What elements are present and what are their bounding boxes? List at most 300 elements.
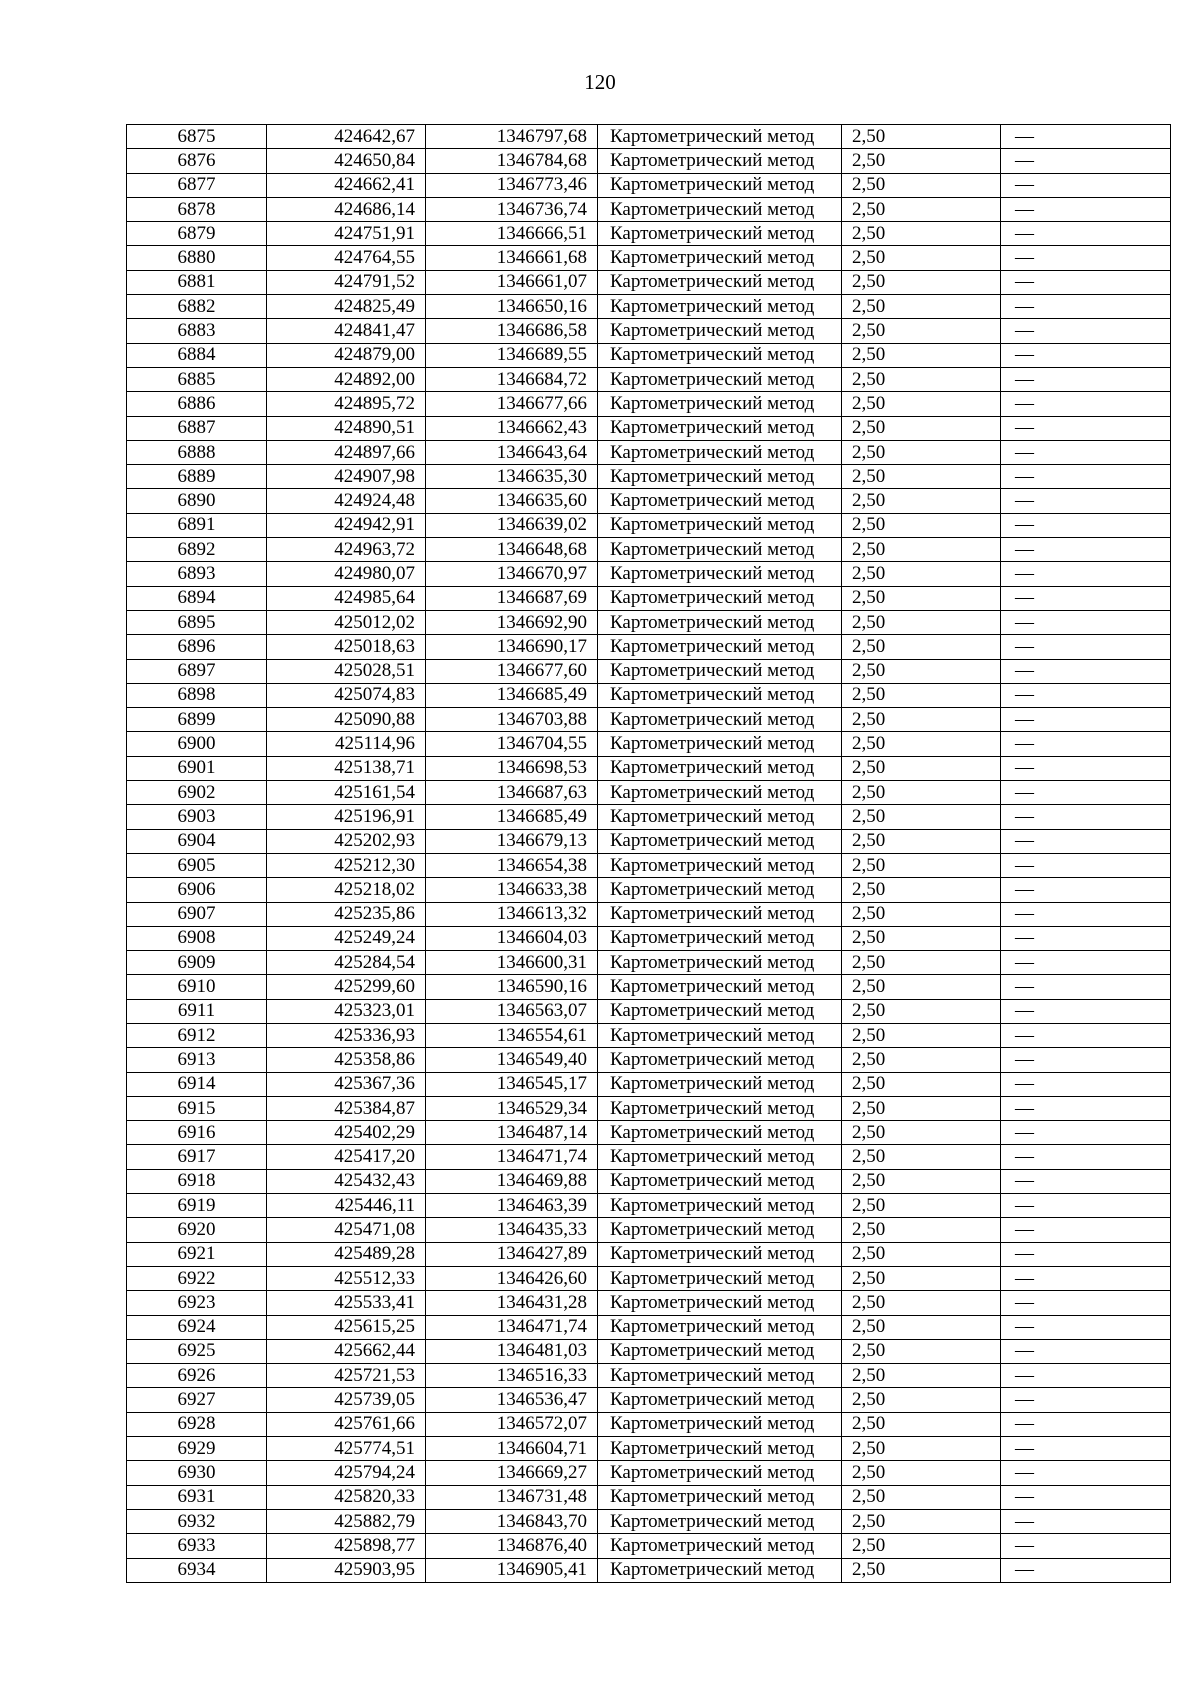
table-row: [127, 805, 1171, 829]
point-number-cell: 6898: [127, 683, 267, 707]
table-row: [127, 975, 1171, 999]
y-coordinate-cell: 1346679,13: [426, 829, 598, 853]
table-row: [127, 295, 1171, 319]
note-cell: —: [1001, 805, 1171, 829]
x-coordinate-cell: 424650,84: [267, 149, 426, 173]
point-number-cell: 6923: [127, 1291, 267, 1315]
y-coordinate-cell: 1346639,02: [426, 513, 598, 537]
y-coordinate-cell: 1346613,32: [426, 902, 598, 926]
accuracy-cell: 2,50: [842, 513, 1001, 537]
point-number-cell: 6918: [127, 1169, 267, 1193]
method-cell: Картометрический метод: [598, 683, 842, 707]
method-cell: Картометрический метод: [598, 1485, 842, 1509]
method-cell: Картометрический метод: [598, 538, 842, 562]
note-cell: —: [1001, 1534, 1171, 1558]
y-coordinate-cell: 1346677,60: [426, 659, 598, 683]
x-coordinate-cell: 425446,11: [267, 1194, 426, 1218]
note-cell: —: [1001, 1558, 1171, 1582]
y-coordinate-cell: 1346670,97: [426, 562, 598, 586]
x-coordinate-cell: 425739,05: [267, 1388, 426, 1412]
note-cell: —: [1001, 489, 1171, 513]
point-number-cell: 6884: [127, 343, 267, 367]
note-cell: —: [1001, 343, 1171, 367]
y-coordinate-cell: 1346643,64: [426, 440, 598, 464]
method-cell: Картометрический метод: [598, 125, 842, 149]
point-number-cell: 6915: [127, 1096, 267, 1120]
accuracy-cell: 2,50: [842, 1169, 1001, 1193]
point-number-cell: 6879: [127, 222, 267, 246]
method-cell: Картометрический метод: [598, 513, 842, 537]
accuracy-cell: 2,50: [842, 319, 1001, 343]
page-number: 120: [584, 70, 616, 94]
accuracy-cell: 2,50: [842, 173, 1001, 197]
x-coordinate-cell: 425114,96: [267, 732, 426, 756]
table-row: [127, 392, 1171, 416]
note-cell: —: [1001, 1072, 1171, 1096]
note-cell: —: [1001, 878, 1171, 902]
y-coordinate-cell: 1346686,58: [426, 319, 598, 343]
table-row: [127, 440, 1171, 464]
point-number-cell: 6911: [127, 999, 267, 1023]
note-cell: —: [1001, 781, 1171, 805]
table-row: [127, 1534, 1171, 1558]
method-cell: Картометрический метод: [598, 635, 842, 659]
x-coordinate-cell: 425367,36: [267, 1072, 426, 1096]
accuracy-cell: 2,50: [842, 270, 1001, 294]
point-number-cell: 6893: [127, 562, 267, 586]
table-row: [127, 781, 1171, 805]
note-cell: —: [1001, 951, 1171, 975]
accuracy-cell: 2,50: [842, 586, 1001, 610]
point-number-cell: 6892: [127, 538, 267, 562]
y-coordinate-cell: 1346654,38: [426, 853, 598, 877]
note-cell: —: [1001, 1145, 1171, 1169]
method-cell: Картометрический метод: [598, 1096, 842, 1120]
y-coordinate-cell: 1346661,07: [426, 270, 598, 294]
table-row: [127, 1218, 1171, 1242]
y-coordinate-cell: 1346650,16: [426, 295, 598, 319]
x-coordinate-cell: 424825,49: [267, 295, 426, 319]
y-coordinate-cell: 1346690,17: [426, 635, 598, 659]
table-row: [127, 343, 1171, 367]
accuracy-cell: 2,50: [842, 1048, 1001, 1072]
table-row: [127, 222, 1171, 246]
note-cell: —: [1001, 1291, 1171, 1315]
table-row: [127, 1437, 1171, 1461]
coordinates-table: [126, 124, 1171, 1583]
x-coordinate-cell: 424892,00: [267, 367, 426, 391]
note-cell: —: [1001, 319, 1171, 343]
accuracy-cell: 2,50: [842, 1437, 1001, 1461]
method-cell: Картометрический метод: [598, 1534, 842, 1558]
method-cell: Картометрический метод: [598, 756, 842, 780]
x-coordinate-cell: 425018,63: [267, 635, 426, 659]
x-coordinate-cell: 425028,51: [267, 659, 426, 683]
x-coordinate-cell: 424662,41: [267, 173, 426, 197]
note-cell: —: [1001, 926, 1171, 950]
x-coordinate-cell: 425662,44: [267, 1339, 426, 1363]
y-coordinate-cell: 1346590,16: [426, 975, 598, 999]
accuracy-cell: 2,50: [842, 805, 1001, 829]
accuracy-cell: 2,50: [842, 1266, 1001, 1290]
point-number-cell: 6910: [127, 975, 267, 999]
point-number-cell: 6922: [127, 1266, 267, 1290]
method-cell: Картометрический метод: [598, 586, 842, 610]
x-coordinate-cell: 424963,72: [267, 538, 426, 562]
method-cell: Картометрический метод: [598, 246, 842, 270]
table-row: [127, 659, 1171, 683]
note-cell: —: [1001, 1242, 1171, 1266]
method-cell: Картометрический метод: [598, 1315, 842, 1339]
point-number-cell: 6930: [127, 1461, 267, 1485]
note-cell: —: [1001, 295, 1171, 319]
table-row: [127, 1072, 1171, 1096]
accuracy-cell: 2,50: [842, 1364, 1001, 1388]
accuracy-cell: 2,50: [842, 659, 1001, 683]
point-number-cell: 6927: [127, 1388, 267, 1412]
x-coordinate-cell: 425284,54: [267, 951, 426, 975]
accuracy-cell: 2,50: [842, 562, 1001, 586]
accuracy-cell: 2,50: [842, 1218, 1001, 1242]
y-coordinate-cell: 1346469,88: [426, 1169, 598, 1193]
accuracy-cell: 2,50: [842, 1534, 1001, 1558]
table-row: [127, 1412, 1171, 1436]
accuracy-cell: 2,50: [842, 853, 1001, 877]
table-row: [127, 246, 1171, 270]
y-coordinate-cell: 1346633,38: [426, 878, 598, 902]
method-cell: Картометрический метод: [598, 1339, 842, 1363]
method-cell: Картометрический метод: [598, 951, 842, 975]
x-coordinate-cell: 425882,79: [267, 1509, 426, 1533]
point-number-cell: 6920: [127, 1218, 267, 1242]
point-number-cell: 6906: [127, 878, 267, 902]
point-number-cell: 6899: [127, 708, 267, 732]
y-coordinate-cell: 1346797,68: [426, 125, 598, 149]
note-cell: —: [1001, 732, 1171, 756]
accuracy-cell: 2,50: [842, 489, 1001, 513]
accuracy-cell: 2,50: [842, 246, 1001, 270]
point-number-cell: 6875: [127, 125, 267, 149]
y-coordinate-cell: 1346704,55: [426, 732, 598, 756]
table-row: [127, 538, 1171, 562]
table-row: [127, 708, 1171, 732]
x-coordinate-cell: 425471,08: [267, 1218, 426, 1242]
method-cell: Картометрический метод: [598, 1291, 842, 1315]
x-coordinate-cell: 425235,86: [267, 902, 426, 926]
table-row: [127, 1242, 1171, 1266]
x-coordinate-cell: 425721,53: [267, 1364, 426, 1388]
point-number-cell: 6928: [127, 1412, 267, 1436]
y-coordinate-cell: 1346563,07: [426, 999, 598, 1023]
point-number-cell: 6894: [127, 586, 267, 610]
y-coordinate-cell: 1346435,33: [426, 1218, 598, 1242]
table-row: [127, 732, 1171, 756]
method-cell: Картометрический метод: [598, 1218, 842, 1242]
method-cell: Картометрический метод: [598, 562, 842, 586]
note-cell: —: [1001, 367, 1171, 391]
point-number-cell: 6886: [127, 392, 267, 416]
y-coordinate-cell: 1346635,60: [426, 489, 598, 513]
accuracy-cell: 2,50: [842, 440, 1001, 464]
point-number-cell: 6901: [127, 756, 267, 780]
method-cell: Картометрический метод: [598, 659, 842, 683]
y-coordinate-cell: 1346471,74: [426, 1315, 598, 1339]
x-coordinate-cell: 425417,20: [267, 1145, 426, 1169]
y-coordinate-cell: 1346773,46: [426, 173, 598, 197]
table-row: [127, 319, 1171, 343]
method-cell: Картометрический метод: [598, 465, 842, 489]
method-cell: Картометрический метод: [598, 1412, 842, 1436]
method-cell: Картометрический метод: [598, 999, 842, 1023]
table-row: [127, 367, 1171, 391]
point-number-cell: 6907: [127, 902, 267, 926]
method-cell: Картометрический метод: [598, 805, 842, 829]
table-row: [127, 1169, 1171, 1193]
y-coordinate-cell: 1346843,70: [426, 1509, 598, 1533]
y-coordinate-cell: 1346648,68: [426, 538, 598, 562]
y-coordinate-cell: 1346689,55: [426, 343, 598, 367]
table-row: [127, 416, 1171, 440]
method-cell: Картометрический метод: [598, 1145, 842, 1169]
y-coordinate-cell: 1346554,61: [426, 1023, 598, 1047]
accuracy-cell: 2,50: [842, 367, 1001, 391]
accuracy-cell: 2,50: [842, 999, 1001, 1023]
table-row: [127, 829, 1171, 853]
point-number-cell: 6891: [127, 513, 267, 537]
note-cell: —: [1001, 1096, 1171, 1120]
x-coordinate-cell: 425761,66: [267, 1412, 426, 1436]
x-coordinate-cell: 425299,60: [267, 975, 426, 999]
y-coordinate-cell: 1346687,69: [426, 586, 598, 610]
table-row: [127, 1315, 1171, 1339]
y-coordinate-cell: 1346684,72: [426, 367, 598, 391]
method-cell: Картометрический метод: [598, 732, 842, 756]
x-coordinate-cell: 425161,54: [267, 781, 426, 805]
method-cell: Картометрический метод: [598, 222, 842, 246]
accuracy-cell: 2,50: [842, 1072, 1001, 1096]
method-cell: Картометрический метод: [598, 173, 842, 197]
note-cell: —: [1001, 513, 1171, 537]
y-coordinate-cell: 1346661,68: [426, 246, 598, 270]
x-coordinate-cell: 424924,48: [267, 489, 426, 513]
accuracy-cell: 2,50: [842, 1558, 1001, 1582]
note-cell: —: [1001, 1412, 1171, 1436]
accuracy-cell: 2,50: [842, 951, 1001, 975]
method-cell: Картометрический метод: [598, 392, 842, 416]
note-cell: —: [1001, 392, 1171, 416]
accuracy-cell: 2,50: [842, 926, 1001, 950]
method-cell: Картометрический метод: [598, 149, 842, 173]
method-cell: Картометрический метод: [598, 1242, 842, 1266]
note-cell: —: [1001, 270, 1171, 294]
y-coordinate-cell: 1346600,31: [426, 951, 598, 975]
accuracy-cell: 2,50: [842, 708, 1001, 732]
point-number-cell: 6896: [127, 635, 267, 659]
point-number-cell: 6905: [127, 853, 267, 877]
x-coordinate-cell: 425218,02: [267, 878, 426, 902]
table-row: [127, 756, 1171, 780]
x-coordinate-cell: 425138,71: [267, 756, 426, 780]
method-cell: Картометрический метод: [598, 975, 842, 999]
table-row: [127, 951, 1171, 975]
point-number-cell: 6889: [127, 465, 267, 489]
x-coordinate-cell: 424942,91: [267, 513, 426, 537]
method-cell: Картометрический метод: [598, 295, 842, 319]
table-row: [127, 1461, 1171, 1485]
point-number-cell: 6909: [127, 951, 267, 975]
accuracy-cell: 2,50: [842, 222, 1001, 246]
method-cell: Картометрический метод: [598, 1364, 842, 1388]
table-row: [127, 1048, 1171, 1072]
method-cell: Картометрический метод: [598, 319, 842, 343]
note-cell: —: [1001, 1169, 1171, 1193]
x-coordinate-cell: 425212,30: [267, 853, 426, 877]
point-number-cell: 6925: [127, 1339, 267, 1363]
y-coordinate-cell: 1346784,68: [426, 149, 598, 173]
point-number-cell: 6912: [127, 1023, 267, 1047]
accuracy-cell: 2,50: [842, 829, 1001, 853]
note-cell: —: [1001, 1048, 1171, 1072]
point-number-cell: 6914: [127, 1072, 267, 1096]
note-cell: —: [1001, 683, 1171, 707]
x-coordinate-cell: 424890,51: [267, 416, 426, 440]
table-row: [127, 125, 1171, 149]
x-coordinate-cell: 425794,24: [267, 1461, 426, 1485]
x-coordinate-cell: 425402,29: [267, 1121, 426, 1145]
note-cell: —: [1001, 902, 1171, 926]
x-coordinate-cell: 424897,66: [267, 440, 426, 464]
accuracy-cell: 2,50: [842, 878, 1001, 902]
table-row: [127, 926, 1171, 950]
y-coordinate-cell: 1346669,27: [426, 1461, 598, 1485]
x-coordinate-cell: 424907,98: [267, 465, 426, 489]
point-number-cell: 6933: [127, 1534, 267, 1558]
table-row: [127, 635, 1171, 659]
accuracy-cell: 2,50: [842, 1339, 1001, 1363]
accuracy-cell: 2,50: [842, 1412, 1001, 1436]
x-coordinate-cell: 425323,01: [267, 999, 426, 1023]
x-coordinate-cell: 425202,93: [267, 829, 426, 853]
note-cell: —: [1001, 1315, 1171, 1339]
accuracy-cell: 2,50: [842, 1194, 1001, 1218]
table-row: [127, 1145, 1171, 1169]
point-number-cell: 6902: [127, 781, 267, 805]
point-number-cell: 6888: [127, 440, 267, 464]
method-cell: Картометрический метод: [598, 1023, 842, 1047]
table-row: [127, 1339, 1171, 1363]
point-number-cell: 6903: [127, 805, 267, 829]
method-cell: Картометрический метод: [598, 489, 842, 513]
note-cell: —: [1001, 149, 1171, 173]
x-coordinate-cell: 425432,43: [267, 1169, 426, 1193]
method-cell: Картометрический метод: [598, 1169, 842, 1193]
accuracy-cell: 2,50: [842, 125, 1001, 149]
x-coordinate-cell: 425533,41: [267, 1291, 426, 1315]
x-coordinate-cell: 425196,91: [267, 805, 426, 829]
y-coordinate-cell: 1346736,74: [426, 197, 598, 221]
x-coordinate-cell: 424764,55: [267, 246, 426, 270]
method-cell: Картометрический метод: [598, 1388, 842, 1412]
y-coordinate-cell: 1346703,88: [426, 708, 598, 732]
table-row: [127, 270, 1171, 294]
y-coordinate-cell: 1346427,89: [426, 1242, 598, 1266]
x-coordinate-cell: 424686,14: [267, 197, 426, 221]
note-cell: —: [1001, 708, 1171, 732]
x-coordinate-cell: 425012,02: [267, 610, 426, 634]
y-coordinate-cell: 1346698,53: [426, 756, 598, 780]
x-coordinate-cell: 425074,83: [267, 683, 426, 707]
point-number-cell: 6921: [127, 1242, 267, 1266]
note-cell: —: [1001, 1485, 1171, 1509]
accuracy-cell: 2,50: [842, 975, 1001, 999]
accuracy-cell: 2,50: [842, 683, 1001, 707]
y-coordinate-cell: 1346549,40: [426, 1048, 598, 1072]
y-coordinate-cell: 1346426,60: [426, 1266, 598, 1290]
method-cell: Картометрический метод: [598, 853, 842, 877]
table-row: [127, 489, 1171, 513]
note-cell: —: [1001, 586, 1171, 610]
table-row: [127, 1266, 1171, 1290]
y-coordinate-cell: 1346662,43: [426, 416, 598, 440]
table-row: [127, 1194, 1171, 1218]
x-coordinate-cell: 425774,51: [267, 1437, 426, 1461]
table-row: [127, 1509, 1171, 1533]
accuracy-cell: 2,50: [842, 1291, 1001, 1315]
y-coordinate-cell: 1346685,49: [426, 805, 598, 829]
y-coordinate-cell: 1346731,48: [426, 1485, 598, 1509]
x-coordinate-cell: 425090,88: [267, 708, 426, 732]
accuracy-cell: 2,50: [842, 781, 1001, 805]
method-cell: Картометрический метод: [598, 1194, 842, 1218]
x-coordinate-cell: 424895,72: [267, 392, 426, 416]
accuracy-cell: 2,50: [842, 1023, 1001, 1047]
accuracy-cell: 2,50: [842, 538, 1001, 562]
method-cell: Картометрический метод: [598, 1461, 842, 1485]
note-cell: —: [1001, 1364, 1171, 1388]
y-coordinate-cell: 1346516,33: [426, 1364, 598, 1388]
x-coordinate-cell: 425820,33: [267, 1485, 426, 1509]
y-coordinate-cell: 1346487,14: [426, 1121, 598, 1145]
note-cell: —: [1001, 173, 1171, 197]
note-cell: —: [1001, 635, 1171, 659]
point-number-cell: 6883: [127, 319, 267, 343]
method-cell: Картометрический метод: [598, 1558, 842, 1582]
note-cell: —: [1001, 440, 1171, 464]
table-row: [127, 610, 1171, 634]
point-number-cell: 6919: [127, 1194, 267, 1218]
y-coordinate-cell: 1346635,30: [426, 465, 598, 489]
method-cell: Картометрический метод: [598, 878, 842, 902]
note-cell: —: [1001, 1339, 1171, 1363]
accuracy-cell: 2,50: [842, 635, 1001, 659]
table-row: [127, 878, 1171, 902]
method-cell: Картометрический метод: [598, 270, 842, 294]
method-cell: Картометрический метод: [598, 829, 842, 853]
point-number-cell: 6890: [127, 489, 267, 513]
x-coordinate-cell: 425903,95: [267, 1558, 426, 1582]
note-cell: —: [1001, 1194, 1171, 1218]
point-number-cell: 6913: [127, 1048, 267, 1072]
note-cell: —: [1001, 1461, 1171, 1485]
table-row: [127, 465, 1171, 489]
point-number-cell: 6877: [127, 173, 267, 197]
point-number-cell: 6885: [127, 367, 267, 391]
table-row: [127, 513, 1171, 537]
note-cell: —: [1001, 975, 1171, 999]
table-row: [127, 197, 1171, 221]
table-row: [127, 683, 1171, 707]
table-row: [127, 1121, 1171, 1145]
